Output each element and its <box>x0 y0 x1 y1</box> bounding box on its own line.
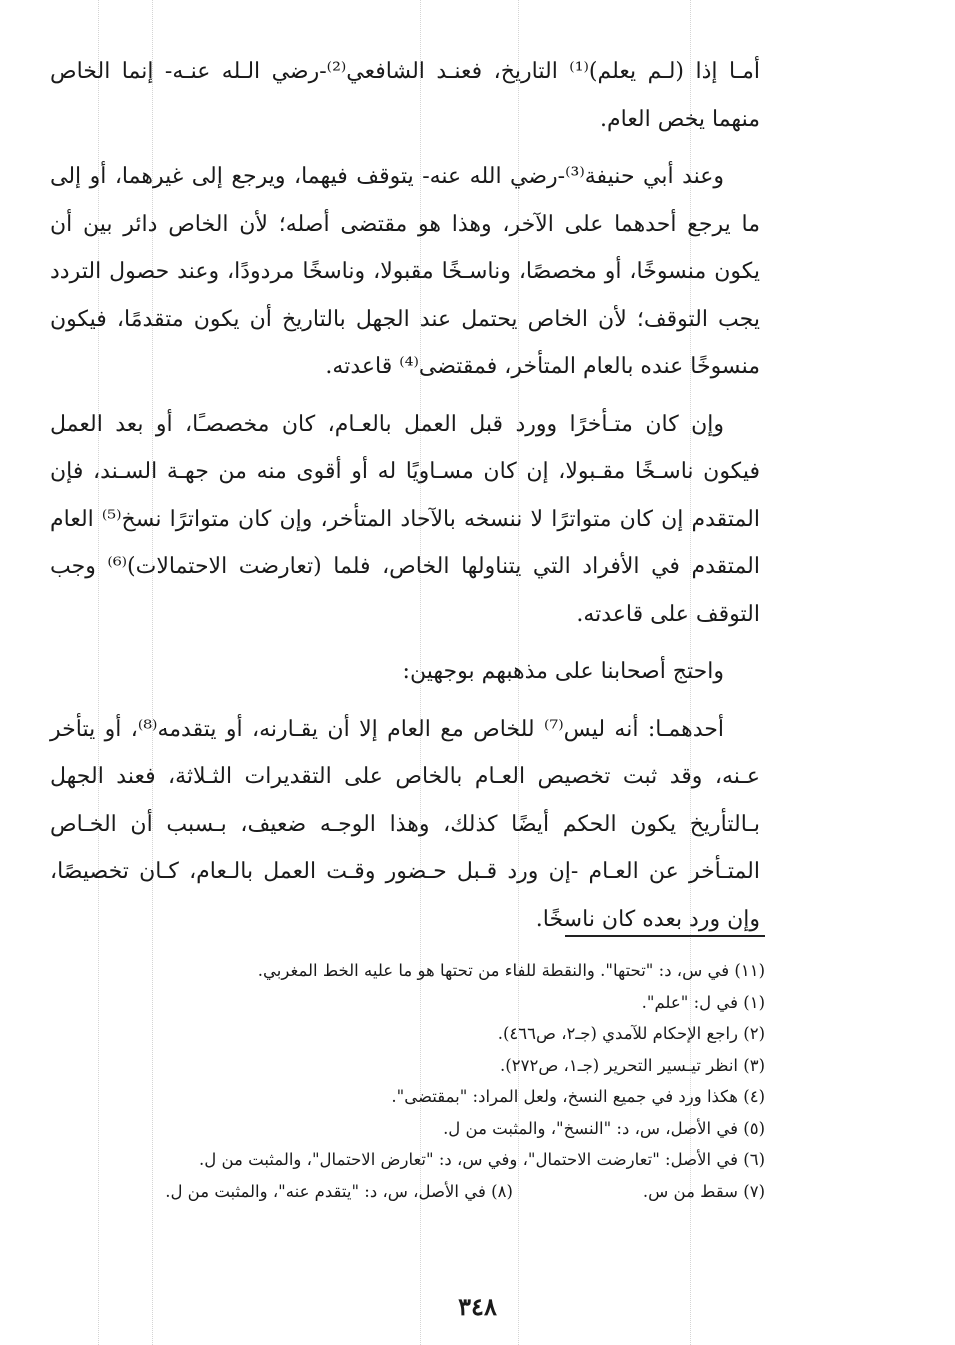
paragraph: أحدهمـا: أنه ليس⁽⁷⁾ للخاص مع العام إلا أن يقـارنه، أو يتقدمه⁽⁸⁾، أو يتأخر عـنه، وقد ثبت تخصيص العـام بالخاص على التقديرات الثـلاثة، فعند الجهل بـالتأريخ يكون الحكم أيضًا كذلك، وهذا الوجـه ضعيف، بـسبب أن الخـاص المتـأخر عن العـام -إن ورد قـبل حـضور وقـت العمل بالـعام، كـان تخصيصًا، وإن ورد بعده كان ناسخًا. <box>50 716 760 932</box>
footnote: (٤) هكذا ورد في جميع النسخ، ولعل المراد: "بمقتضى". <box>391 1087 765 1106</box>
footnote: (١) في ل: "علم". <box>641 992 765 1012</box>
footnote-row <box>70 1176 765 1208</box>
footnotes <box>70 955 765 1207</box>
footnote: (٦) في الأصل: "تعارضت الاحتمال"، وفي س، د: "تعارض الاحتمال"، والمثبت من ل. <box>199 1150 765 1169</box>
footnote: (٨) في الأصل، س، د: "يتقدم عنه"، والمثبت من ل. <box>165 1181 513 1201</box>
footnote: (٧) سقط من س. <box>642 1181 765 1201</box>
paragraph: أمـا إذا (لـم يعلم)⁽¹⁾ التاريخ، فعنـد الشافعي⁽²⁾-رضي الـله عنـه- إنما الخاص منهما يخص العام. <box>50 59 760 132</box>
footnote: (٥) في الأصل، س، د: "النسخ"، والمثبت من ل. <box>443 1118 765 1138</box>
footnote: (١١) في س، د: "تحتها". والنقطة للفاء من تحتها هو ما عليه الخط المغربي. <box>257 961 765 980</box>
footnote: (٢) راجع الإحكام للآمدي (جـ٢، ص٤٦٦). <box>497 1024 765 1043</box>
paragraph: وإن كان متـأخرًا وورد قبل العمل بالعـام، كان مخصصـًا، أو بعد العمل فيكون ناسـخًا مقـبولا، إن كان مسـاويًا له أو أقوى منه من جهـة السـند، فإن المتقدم إن كان متواترًا لا ننسخه بالآحاد المتأخر، وإن كان متواترًا نسخ⁽⁵⁾ العام المتقدم في الأفراد التي يتناولها الخاص، فلما (تعارضت الاحتمالات)⁽⁶⁾ وجب التوقف على قاعدته. <box>50 411 760 627</box>
footnote: (٣) انظر تيـسير التحرير (جـ١، ص٢٧٢). <box>500 1055 765 1075</box>
main-text <box>50 48 760 953</box>
paragraph: واحتج أصحابنا على مذهبهم بوجهين: <box>402 659 724 684</box>
footnote-separator <box>565 935 765 937</box>
page-number: ٣٤٨ <box>458 1292 497 1321</box>
paragraph: وعند أبي حنيفة⁽³⁾-رضي الله عنه- يتوقف فيهما، ويرجع إلى غيرهما، أو إلى ما يرجع أحدهما على الآخر، وهذا هو مقتضى أصله؛ لأن الخاص دائر بين أن يكون منسوخًا، أو مخصصًا، وناسـخًا مقبولا، وناسخًا مردودًا، وعند حصول التردد يجب التوقف؛ لأن الخاص يحتمل عند الجهل بالتاريخ أن يكون متقدمًا، فيكون منسوخًا عنده بالعام المتأخر، فمقتضى⁽⁴⁾ قاعدته. <box>50 164 760 379</box>
